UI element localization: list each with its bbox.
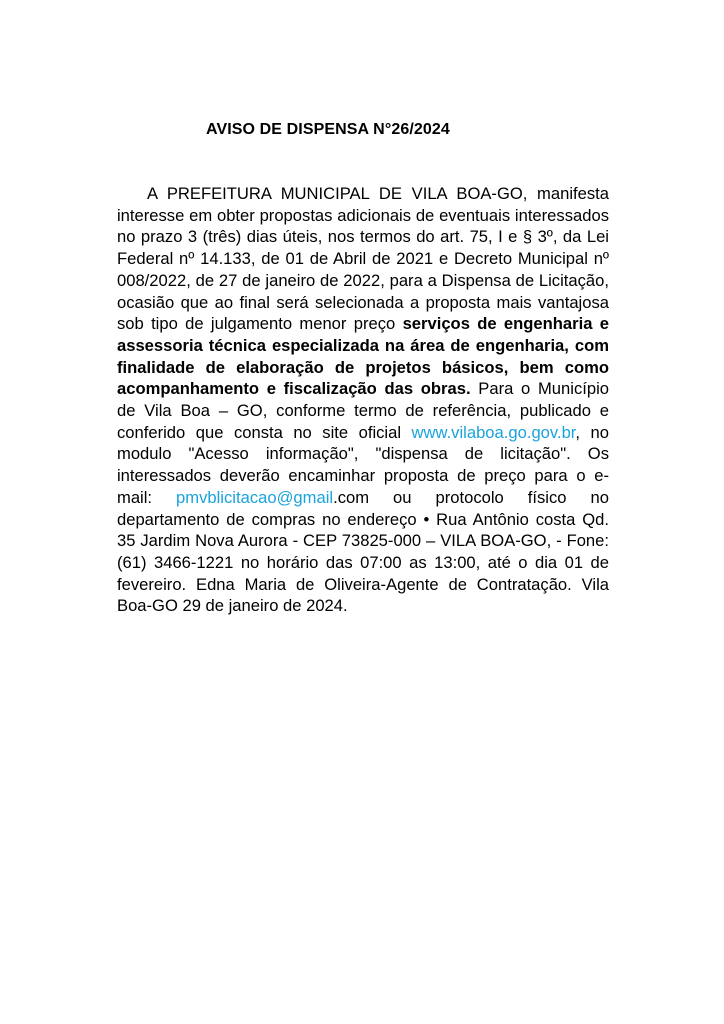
notice-text-part1: A PREFEITURA MUNICIPAL DE VILA BOA-GO, manifesta interesse em obter propostas adicionais de eventuais interessados no prazo 3 (três) dias úteis, nos termos do art. 75, I e § 3º, da Lei Federal nº 14.133, de 01 de Abril de 2021 e Decreto Municipal nº 008/2022, de 27 de janeiro de 2022, para a Dispensa de Licitação, ocasião que ao final será selecionada a proposta mais vantajosa sob tipo de julgamento menor preço	[117, 184, 609, 334]
email-link[interactable]: pmvblicitacao@gmail	[176, 487, 334, 507]
notice-text-part2: Para o Município de Vila Boa – GO, conforme termo de referência, publicado e conferido que consta no site oficial	[117, 379, 609, 442]
notice-object-bold: serviços de engenharia e assessoria técnica especializada na área de engenharia, com finalidade de elaboração de projetos básicos, bem como acompanhamento e fiscalização das obras.	[117, 314, 609, 399]
notice-body	[117, 183, 609, 617]
notice-title: AVISO DE DISPENSA N°26/2024	[206, 121, 450, 138]
notice-text-part4: .com ou protocolo físico no departamento de compras no endereço • Rua Antônio costa Qd. 35 Jardim Nova Aurora - CEP 73825-000 – VILA BOA-GO, - Fone: (61) 3466-1221 no horário das 07:00 as 13:00, até o dia 01 de fevereiro. Edna Maria de Oliveira-Agente de Contratação. Vila Boa-GO 29 de janeiro de 2024.	[117, 487, 609, 616]
notice-text-part3: , no modulo "Acesso informação", "dispensa de licitação". Os interessados deverão encaminhar proposta de preço para o e-mail:	[117, 422, 609, 507]
website-link[interactable]: www.vilaboa.go.gov.br	[411, 422, 576, 442]
